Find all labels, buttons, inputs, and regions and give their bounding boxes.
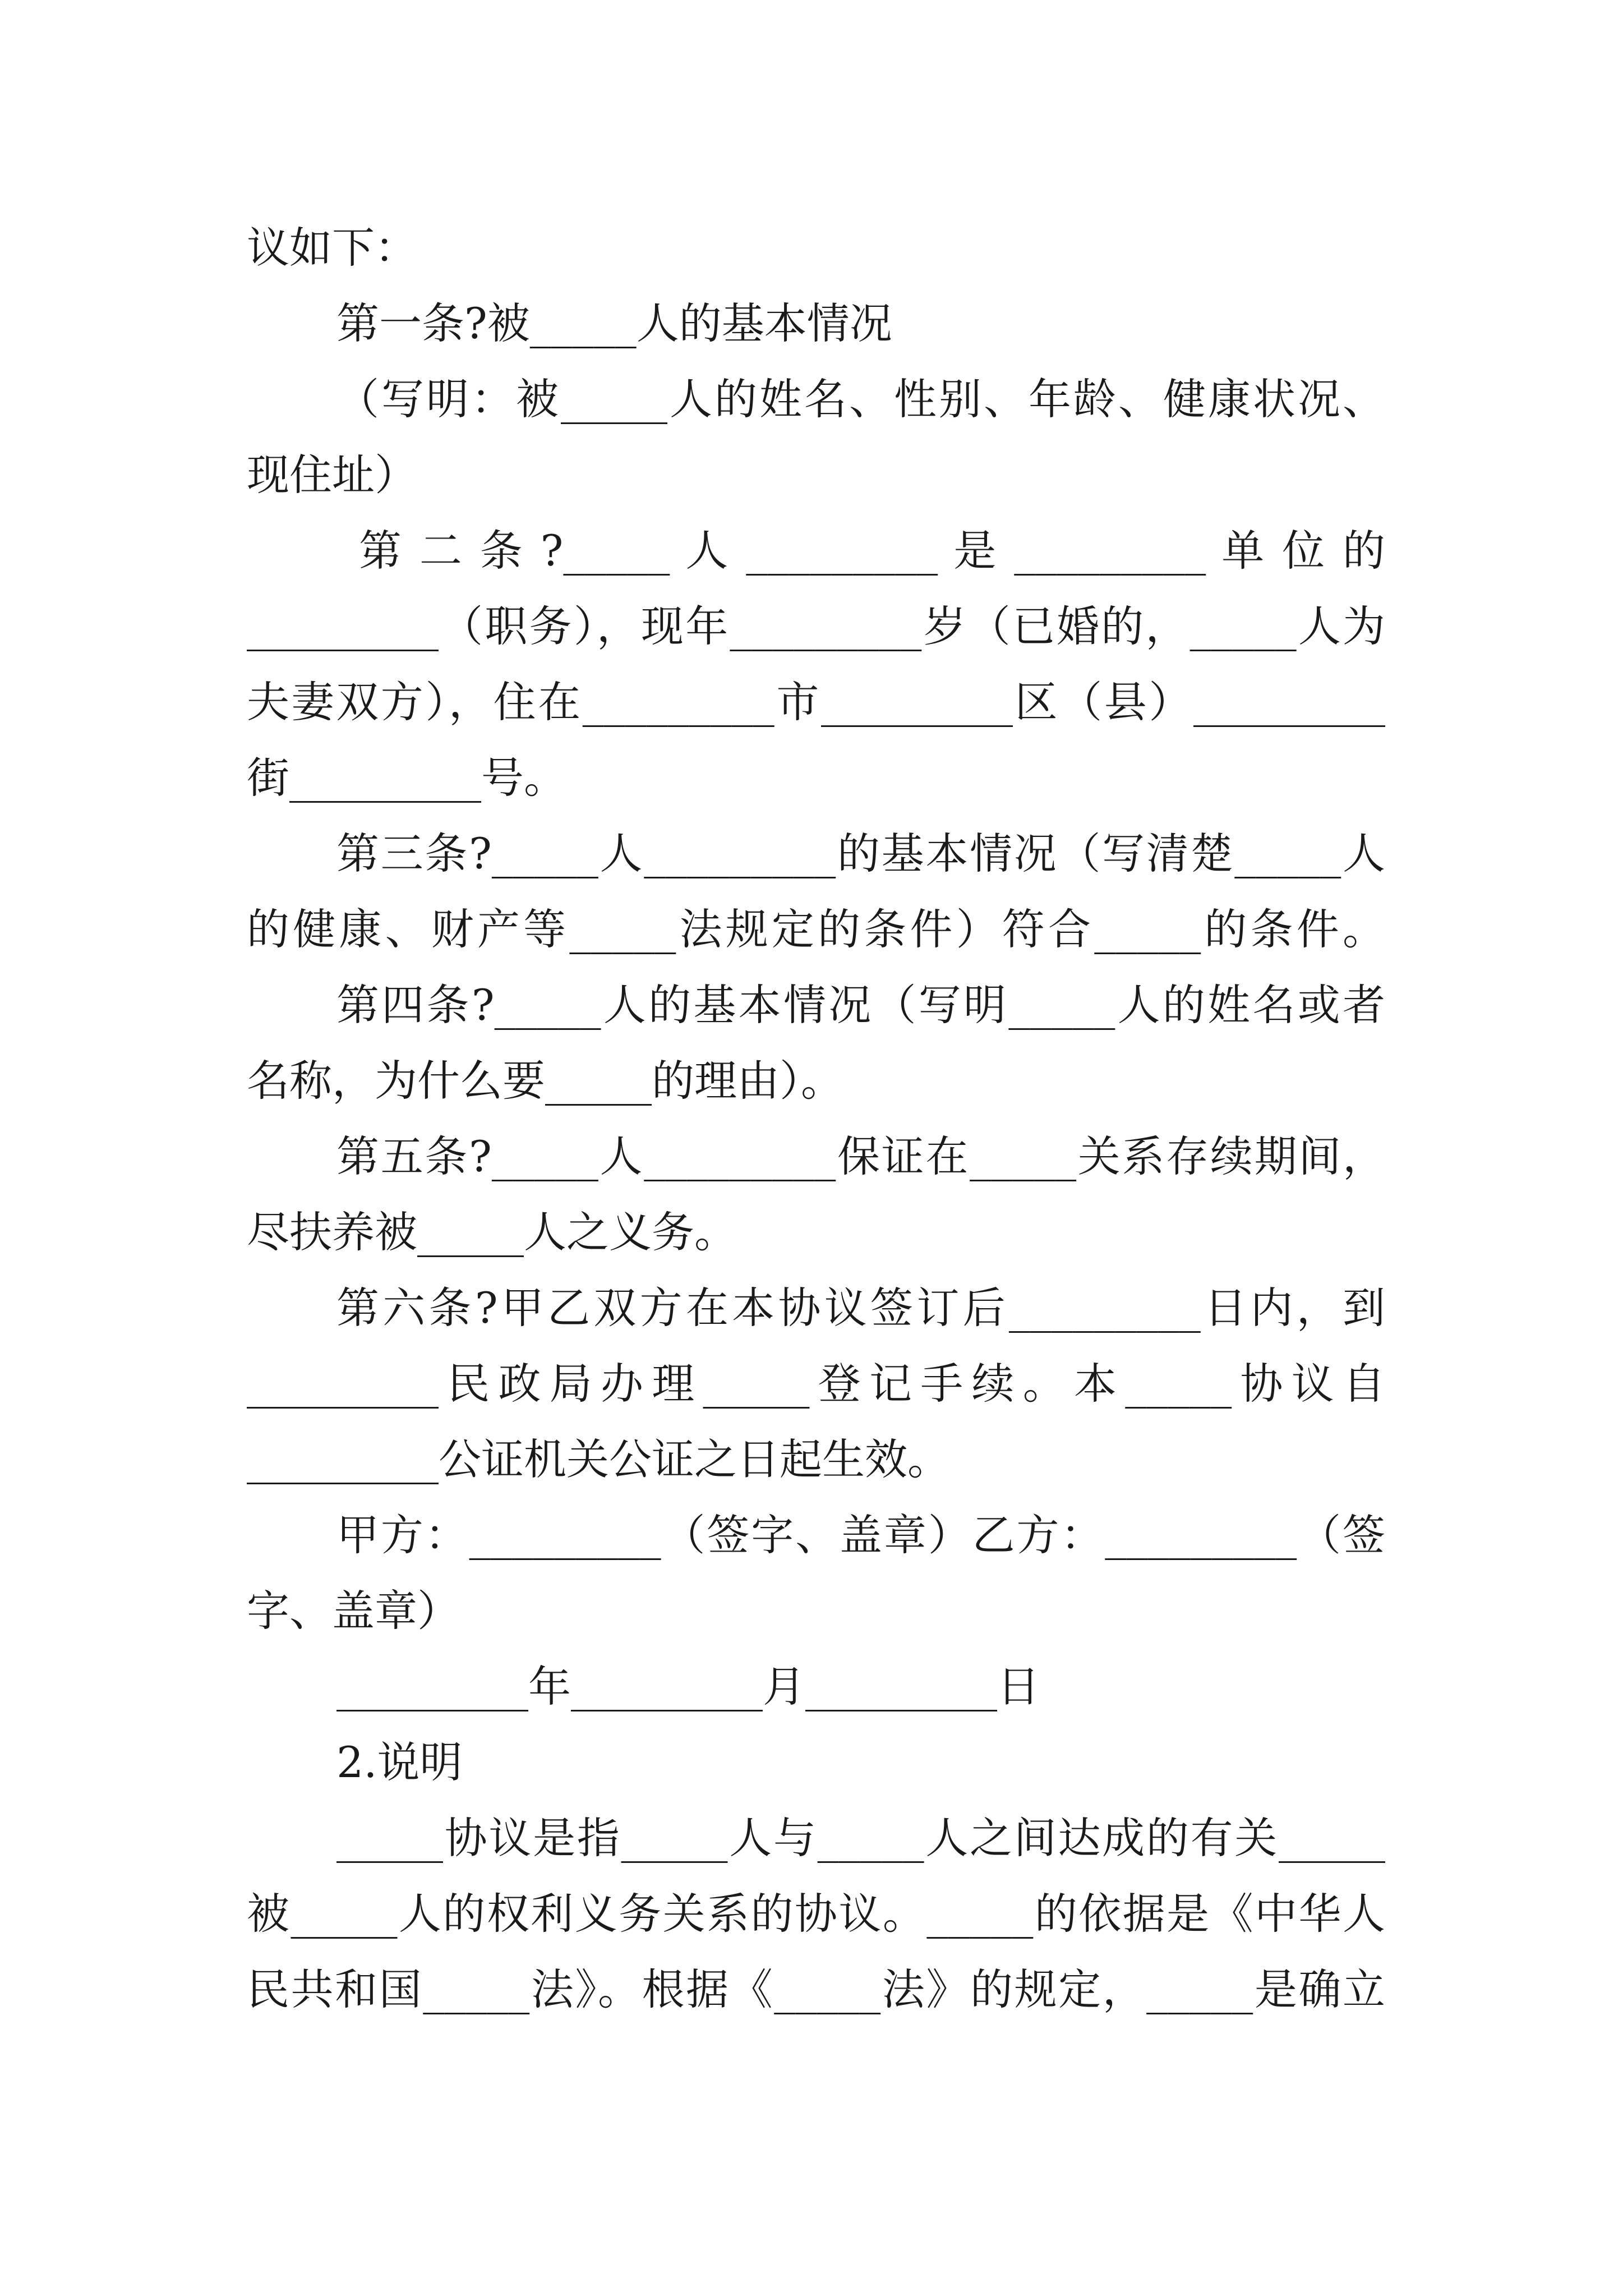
text-line: （写明：被_____人的姓名、性别、年龄、健康状况、 <box>336 374 1385 424</box>
article-6-line: 第六条?甲乙双方在本协议签订后_________日内，到 <box>336 1283 1385 1333</box>
text-line: 夫妻双方），住在_________市_________区（县）_________ <box>247 677 1385 727</box>
text-line: 议如下： <box>247 223 417 273</box>
text-line: _________（职务），现年_________岁（已婚的，_____人为 <box>247 601 1385 651</box>
text-line: 民共和国_____法》。根据《_____法》的规定，_____是确立 <box>247 1964 1385 2014</box>
date-line: _________年_________月_________日 <box>336 1662 1040 1711</box>
signature-line: 甲方：_________（签字、盖章）乙方：_________（签 <box>336 1510 1385 1560</box>
text-line: 尽扶养被_____人之义务。 <box>247 1207 737 1257</box>
text-line: 街_________号。 <box>247 753 566 803</box>
article-2-line: 第 二 条 ?_____ 人 _________ 是 _________ 单 位 的 <box>359 526 1385 576</box>
article-3-line: 第三条?_____人_________的基本情况（写清楚_____人 <box>336 829 1385 878</box>
text-line: _________公证机关公证之日起生效。 <box>247 1434 950 1484</box>
text-line: 被_____人的权利义务关系的协议。_____的依据是《中华人 <box>247 1889 1385 1939</box>
text-line: 现住址） <box>247 450 417 500</box>
text-line: 名称，为什么要_____的理由）。 <box>247 1056 843 1106</box>
explanation-line: _____协议是指_____人与_____人之间达成的有关_____ <box>336 1813 1385 1863</box>
article-4-line: 第四条?_____人的基本情况（写明_____人的姓名或者 <box>336 980 1385 1030</box>
text-line: 字、盖章） <box>247 1586 460 1636</box>
text-line: 的健康、财产等_____法规定的条件）符合_____的条件。 <box>247 904 1385 954</box>
article-1-heading: 第一条?被_____人的基本情况 <box>336 298 892 348</box>
article-5-line: 第五条?_____人_________保证在_____关系存续期间， <box>336 1131 1385 1181</box>
text-line: _________民政局办理_____登记手续。本_____协议自 <box>247 1359 1385 1409</box>
section-heading: 2.说明 <box>336 1737 463 1787</box>
